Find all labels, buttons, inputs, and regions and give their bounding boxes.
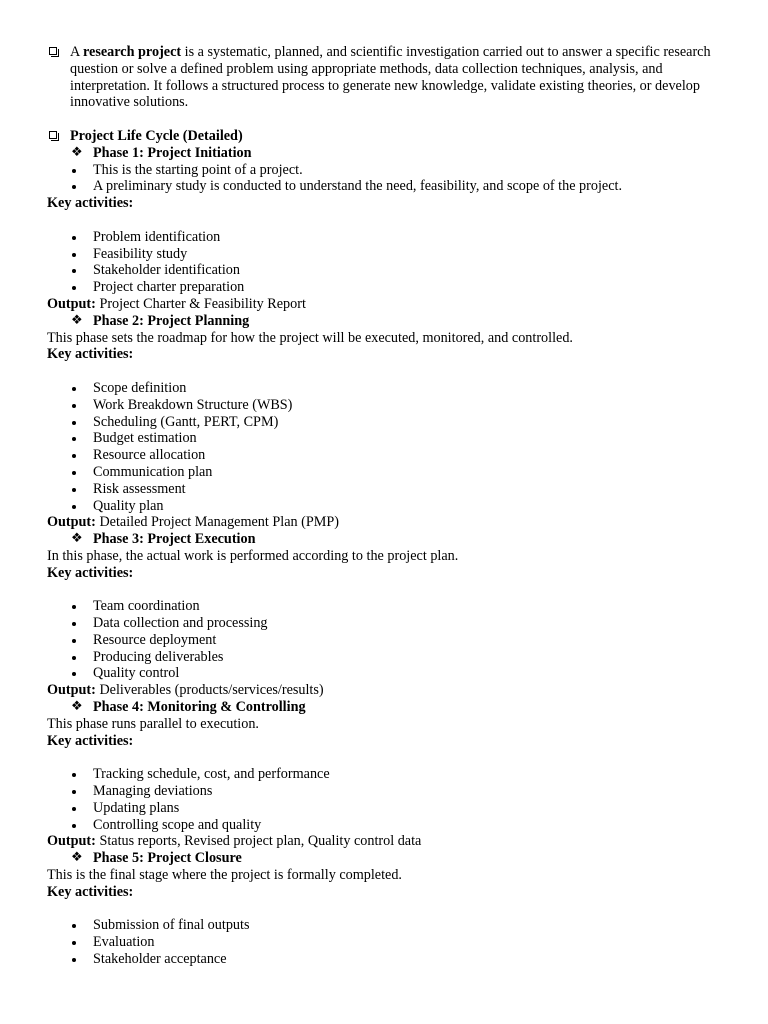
- activity-item: Submission of final outputs: [47, 917, 727, 934]
- spacer: [47, 749, 727, 766]
- phase-description: This phase runs parallel to execution.: [47, 715, 259, 732]
- spacer: [47, 901, 727, 918]
- activity-item: Project charter preparation: [47, 279, 727, 296]
- bullet-item: A preliminary study is conducted to understand the need, feasibility, and scope of the project.: [47, 178, 727, 195]
- activity-item: Risk assessment: [47, 481, 727, 498]
- output-text: Status reports, Revised project plan, Quality control data: [99, 833, 422, 850]
- activity-item: Scheduling (Gantt, PERT, CPM): [47, 414, 727, 431]
- document-page: [47, 44, 727, 968]
- phase-description: This phase sets the roadmap for how the project will be executed, monitored, and controlled.: [47, 329, 573, 346]
- key-activities-label: Key activities:: [47, 346, 134, 363]
- activity-item: Feasibility study: [47, 246, 727, 263]
- output-text: Project Charter & Feasibility Report: [99, 295, 306, 312]
- activity-item: Team coordination: [47, 598, 727, 615]
- output-label: Output:: [47, 514, 96, 531]
- phase-description: This is the final stage where the project is formally completed.: [47, 867, 402, 884]
- key-activities-label: Key activities:: [47, 883, 134, 900]
- activity-item: Problem identification: [47, 229, 727, 246]
- diamond-bullet-icon: ❖: [71, 850, 83, 866]
- intro-term: research project: [83, 44, 182, 60]
- intro-text: is a systematic, planned, and scientific investigation carried out to answer a specific research question or solve a defined problem using appropriate methods, data collection techniques, analysis, and interpretation. It follows a structured process to generate new knowledge, validate existing theories, or develop innovative solutions.: [70, 44, 711, 111]
- activity-item: Resource deployment: [47, 632, 727, 649]
- spacer: [47, 363, 727, 380]
- phase-heading: [47, 850, 727, 867]
- activity-item: Managing deviations: [47, 783, 727, 800]
- phase-title: Phase 3: Project Execution: [93, 531, 256, 548]
- bullet-item: This is the starting point of a project.: [47, 162, 727, 179]
- activity-item: Evaluation: [47, 934, 727, 951]
- output-label: Output:: [47, 682, 96, 699]
- diamond-bullet-icon: ❖: [71, 312, 83, 328]
- phase-output: [47, 833, 727, 850]
- activity-item: Work Breakdown Structure (WBS): [47, 397, 727, 414]
- phase-output: [47, 682, 727, 699]
- activity-item: Stakeholder identification: [47, 262, 727, 279]
- activity-item: Quality plan: [47, 498, 727, 515]
- activity-item: Producing deliverables: [47, 649, 727, 666]
- phase-description: In this phase, the actual work is performed according to the project plan.: [47, 547, 459, 564]
- diamond-bullet-icon: ❖: [71, 531, 83, 547]
- square-bullet-icon: [49, 131, 57, 139]
- activity-item: Stakeholder acceptance: [47, 951, 727, 968]
- phase-title: Phase 4: Monitoring & Controlling: [93, 699, 306, 716]
- intro-paragraph: A research project is a systematic, planned, and scientific investigation carried out to answer a specific research question or solve a defined problem using appropriate methods, data collection techniques, analysis, and interpretation. It follows a structured process to generate new knowledge, validate existing theories, or develop innovative solutions.: [47, 44, 727, 111]
- phase-title: Phase 1: Project Initiation: [93, 144, 252, 161]
- key-activities-label: Key activities:: [47, 732, 134, 749]
- activity-item: Controlling scope and quality: [47, 817, 727, 834]
- phase-title: Phase 2: Project Planning: [93, 312, 250, 329]
- phases-container: [47, 145, 727, 968]
- phase-heading: [47, 531, 727, 548]
- spacer: [47, 212, 727, 229]
- diamond-bullet-icon: ❖: [71, 699, 83, 715]
- activity-item: Scope definition: [47, 380, 727, 397]
- diamond-bullet-icon: ❖: [71, 144, 83, 160]
- activity-item: Updating plans: [47, 800, 727, 817]
- activity-item: Resource allocation: [47, 447, 727, 464]
- key-activities-label: Key activities:: [47, 564, 134, 581]
- activity-item: Tracking schedule, cost, and performance: [47, 766, 727, 783]
- key-activities-label: Key activities:: [47, 195, 134, 212]
- spacer: [47, 582, 727, 599]
- output-text: Detailed Project Management Plan (PMP): [99, 514, 339, 531]
- activity-item: Quality control: [47, 665, 727, 682]
- phase-heading: [47, 313, 727, 330]
- phase-output: [47, 514, 727, 531]
- activity-item: Budget estimation: [47, 430, 727, 447]
- square-bullet-icon: [49, 47, 57, 55]
- output-text: Deliverables (products/services/results): [99, 682, 324, 699]
- lifecycle-heading: Project Life Cycle (Detailed): [47, 128, 727, 145]
- phase-heading: [47, 699, 727, 716]
- phase-title: Phase 5: Project Closure: [93, 850, 242, 867]
- output-label: Output:: [47, 833, 96, 850]
- output-label: Output:: [47, 295, 96, 312]
- phase-output: [47, 296, 727, 313]
- activity-item: Data collection and processing: [47, 615, 727, 632]
- phase-heading: [47, 145, 727, 162]
- activity-item: Communication plan: [47, 464, 727, 481]
